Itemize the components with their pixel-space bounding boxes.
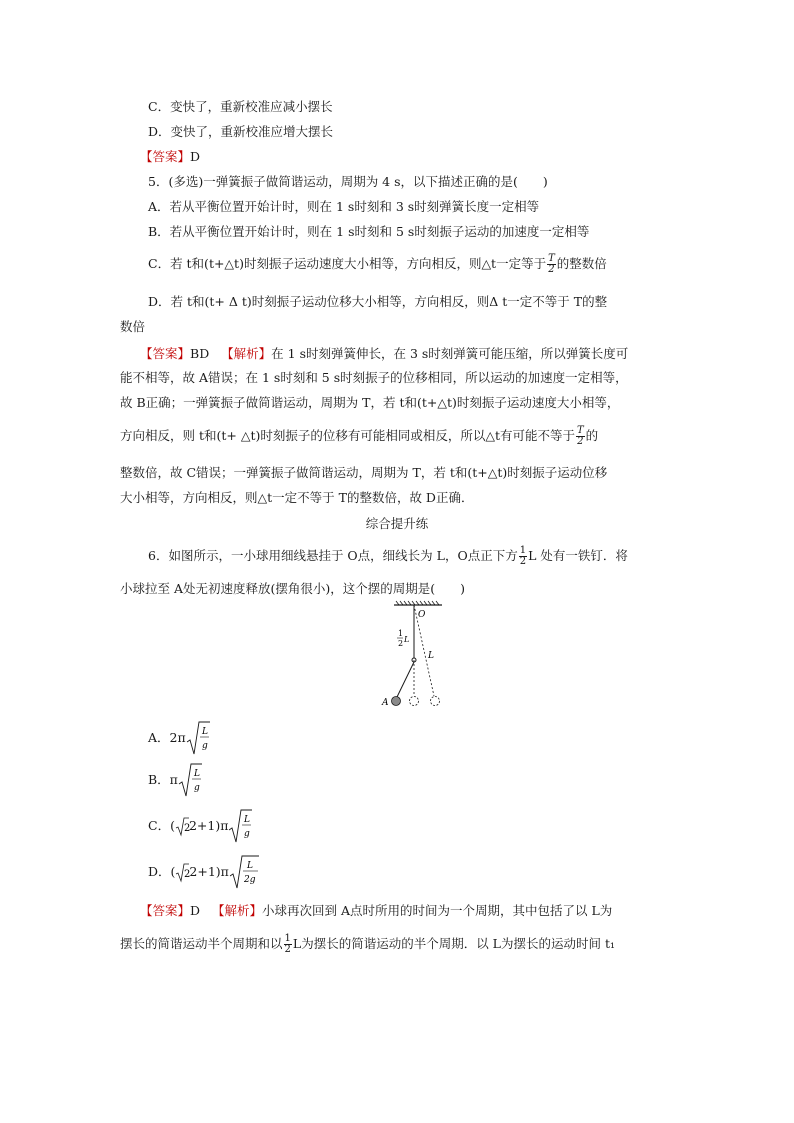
- q6-stem-text: 6．如图所示，一小球用细线悬挂于 O点，细线长为 L，O点正下方: [148, 548, 518, 563]
- analysis-tag: 【解析】: [211, 903, 262, 918]
- ball-at-a: [392, 697, 401, 706]
- analysis-text: 小球再次回到 A点时所用的时间为一个周期，其中包括了以 L为: [261, 903, 613, 918]
- frac-num: 1: [519, 545, 527, 556]
- option-d-prefix: D．(: [148, 864, 176, 879]
- radical-sign-icon: [186, 720, 210, 756]
- radicand-den: g: [244, 829, 251, 839]
- analysis-tail: L为摆长的简谐运动的半个周期．以 L为摆长的运动时间 t₁: [292, 936, 615, 951]
- radicand-num: L: [246, 861, 253, 871]
- fraction-t-over-2: [547, 254, 556, 275]
- q5-stem: 5．(多选)一弹簧振子做简谐运动，周期为 4 s，以下描述正确的是( ): [148, 174, 548, 189]
- q5-analysis-line5: 整数倍，故 C错误；一弹簧振子做简谐运动，周期为 T，若 t和(t+△t)时刻振子运动位移: [120, 465, 608, 480]
- q6-option-b: [148, 762, 202, 798]
- radicand-den: 2g: [243, 875, 256, 885]
- q6-answer: [140, 902, 612, 920]
- option-c-middle: 2+1)π: [188, 818, 229, 833]
- radicand-num: L: [201, 727, 208, 737]
- frac-den: 2: [284, 944, 291, 955]
- answer-value: BD: [190, 346, 210, 361]
- label-a: A: [382, 698, 389, 708]
- q6-option-d: [148, 854, 259, 890]
- sqrt-two-value: 2: [183, 823, 191, 834]
- fraction-one-half: [519, 546, 527, 567]
- answer-value: D: [190, 149, 201, 164]
- label-half-num: 1: [398, 629, 404, 638]
- q5-option-b: B．若从平衡位置开始计时，则在 1 s时刻和 5 s时刻振子运动的加速度一定相等: [148, 224, 590, 239]
- q5-answer: [140, 345, 628, 363]
- sqrt-two-icon: [175, 816, 189, 836]
- analysis-text: 摆长的简谐运动半个周期和以: [120, 936, 283, 951]
- sqrt-two-icon: [175, 862, 189, 882]
- frac-den: 2: [577, 436, 584, 447]
- q6-stem-tail: L 处有一铁钉．将: [528, 548, 628, 563]
- radicand-num: L: [193, 769, 200, 779]
- analysis-text: 方向相反，则 t和(t+ △t)时刻振子的位移有可能相同或相反，所以△t有可能不等于: [120, 428, 575, 443]
- frac-num: T: [548, 253, 555, 264]
- frac-num: 1: [284, 933, 291, 944]
- option-a-prefix: A．2π: [148, 730, 186, 745]
- answer-tag: 【答案】: [140, 149, 191, 164]
- pendulum-figure: [370, 600, 460, 715]
- radicand-den: g: [201, 741, 208, 751]
- q6-option-c: [148, 808, 252, 844]
- label-half-l: L: [404, 635, 410, 644]
- q6-option-a: [148, 720, 210, 756]
- q5-analysis-line6: 大小相等，方向相反，则△t一定不等于 T的整数倍，故 D正确．: [120, 490, 474, 505]
- q5-option-c-tail: 的整数倍: [556, 256, 607, 271]
- q6-stem-line1: [148, 546, 628, 567]
- label-o: O: [418, 610, 426, 620]
- label-l: L: [428, 651, 434, 661]
- radical-sign-icon: [178, 762, 202, 798]
- fraction-t-over-2: [576, 426, 585, 447]
- option-c-prefix: C．(: [148, 818, 175, 833]
- answer-value: D: [190, 903, 201, 918]
- radicand-num: L: [244, 815, 251, 825]
- radicand-den: g: [193, 783, 200, 793]
- fraction-one-half: [284, 934, 292, 955]
- q5-analysis-line2: 能不相等，故 A错误；在 1 s时刻和 5 s时刻振子的位移相同，所以运动的加速度一定相等，: [120, 370, 628, 385]
- q4-option-d: D．变快了，重新校准应增大摆长: [148, 124, 334, 139]
- dashed-ball-bottom: [410, 697, 419, 706]
- radical-sign-icon: [229, 854, 259, 890]
- option-b-prefix: B．π: [148, 772, 178, 787]
- q5-option-c-text: C．若 t和(t+△t)时刻振子运动速度大小相等，方向相反，则△t一定等于: [148, 256, 547, 271]
- frac-den: 2: [548, 264, 555, 275]
- analysis-tag: 【解析】: [221, 346, 272, 361]
- swung-string: [397, 662, 414, 697]
- option-d-middle: 2+1)π: [189, 864, 229, 879]
- answer-tag: 【答案】: [140, 346, 191, 361]
- radical-sign-icon: [228, 808, 252, 844]
- section-title: 综合提升练: [365, 516, 429, 531]
- q4-option-c: C．变快了，重新校准应减小摆长: [148, 99, 333, 114]
- answer-tag: 【答案】: [140, 903, 191, 918]
- frac-num: T: [577, 425, 584, 436]
- q4-answer: [140, 148, 200, 166]
- q5-option-a: A．若从平衡位置开始计时，则在 1 s时刻和 3 s时刻弹簧长度一定相等: [148, 199, 540, 214]
- q5-option-d-line2: 数倍: [120, 319, 146, 334]
- q6-stem-line2: 小球拉至 A处无初速度释放(摆角很小)，这个摆的周期是( ): [120, 581, 466, 596]
- frac-den: 2: [519, 556, 527, 567]
- analysis-text: 在 1 s时刻弹簧伸长，在 3 s时刻弹簧可能压缩，所以弹簧长度可: [271, 346, 629, 361]
- q5-option-d-line1: D．若 t和(t+ Δ t)时刻振子运动位移大小相等，方向相反，则Δ t一定不等于 T的整: [148, 294, 608, 309]
- q6-analysis-line2: [120, 934, 615, 955]
- label-half-den: 2: [398, 639, 404, 648]
- q5-analysis-line3: 故 B正确；一弹簧振子做简谐运动，周期为 T，若 t和(t+△t)时刻振子运动速度大小相等，: [120, 395, 620, 410]
- analysis-tail: 的: [585, 428, 599, 443]
- q5-analysis-line4: [120, 426, 598, 447]
- sqrt-two-value: 2: [184, 869, 191, 880]
- q5-option-c: [148, 254, 607, 275]
- dashed-ball-right: [431, 697, 440, 706]
